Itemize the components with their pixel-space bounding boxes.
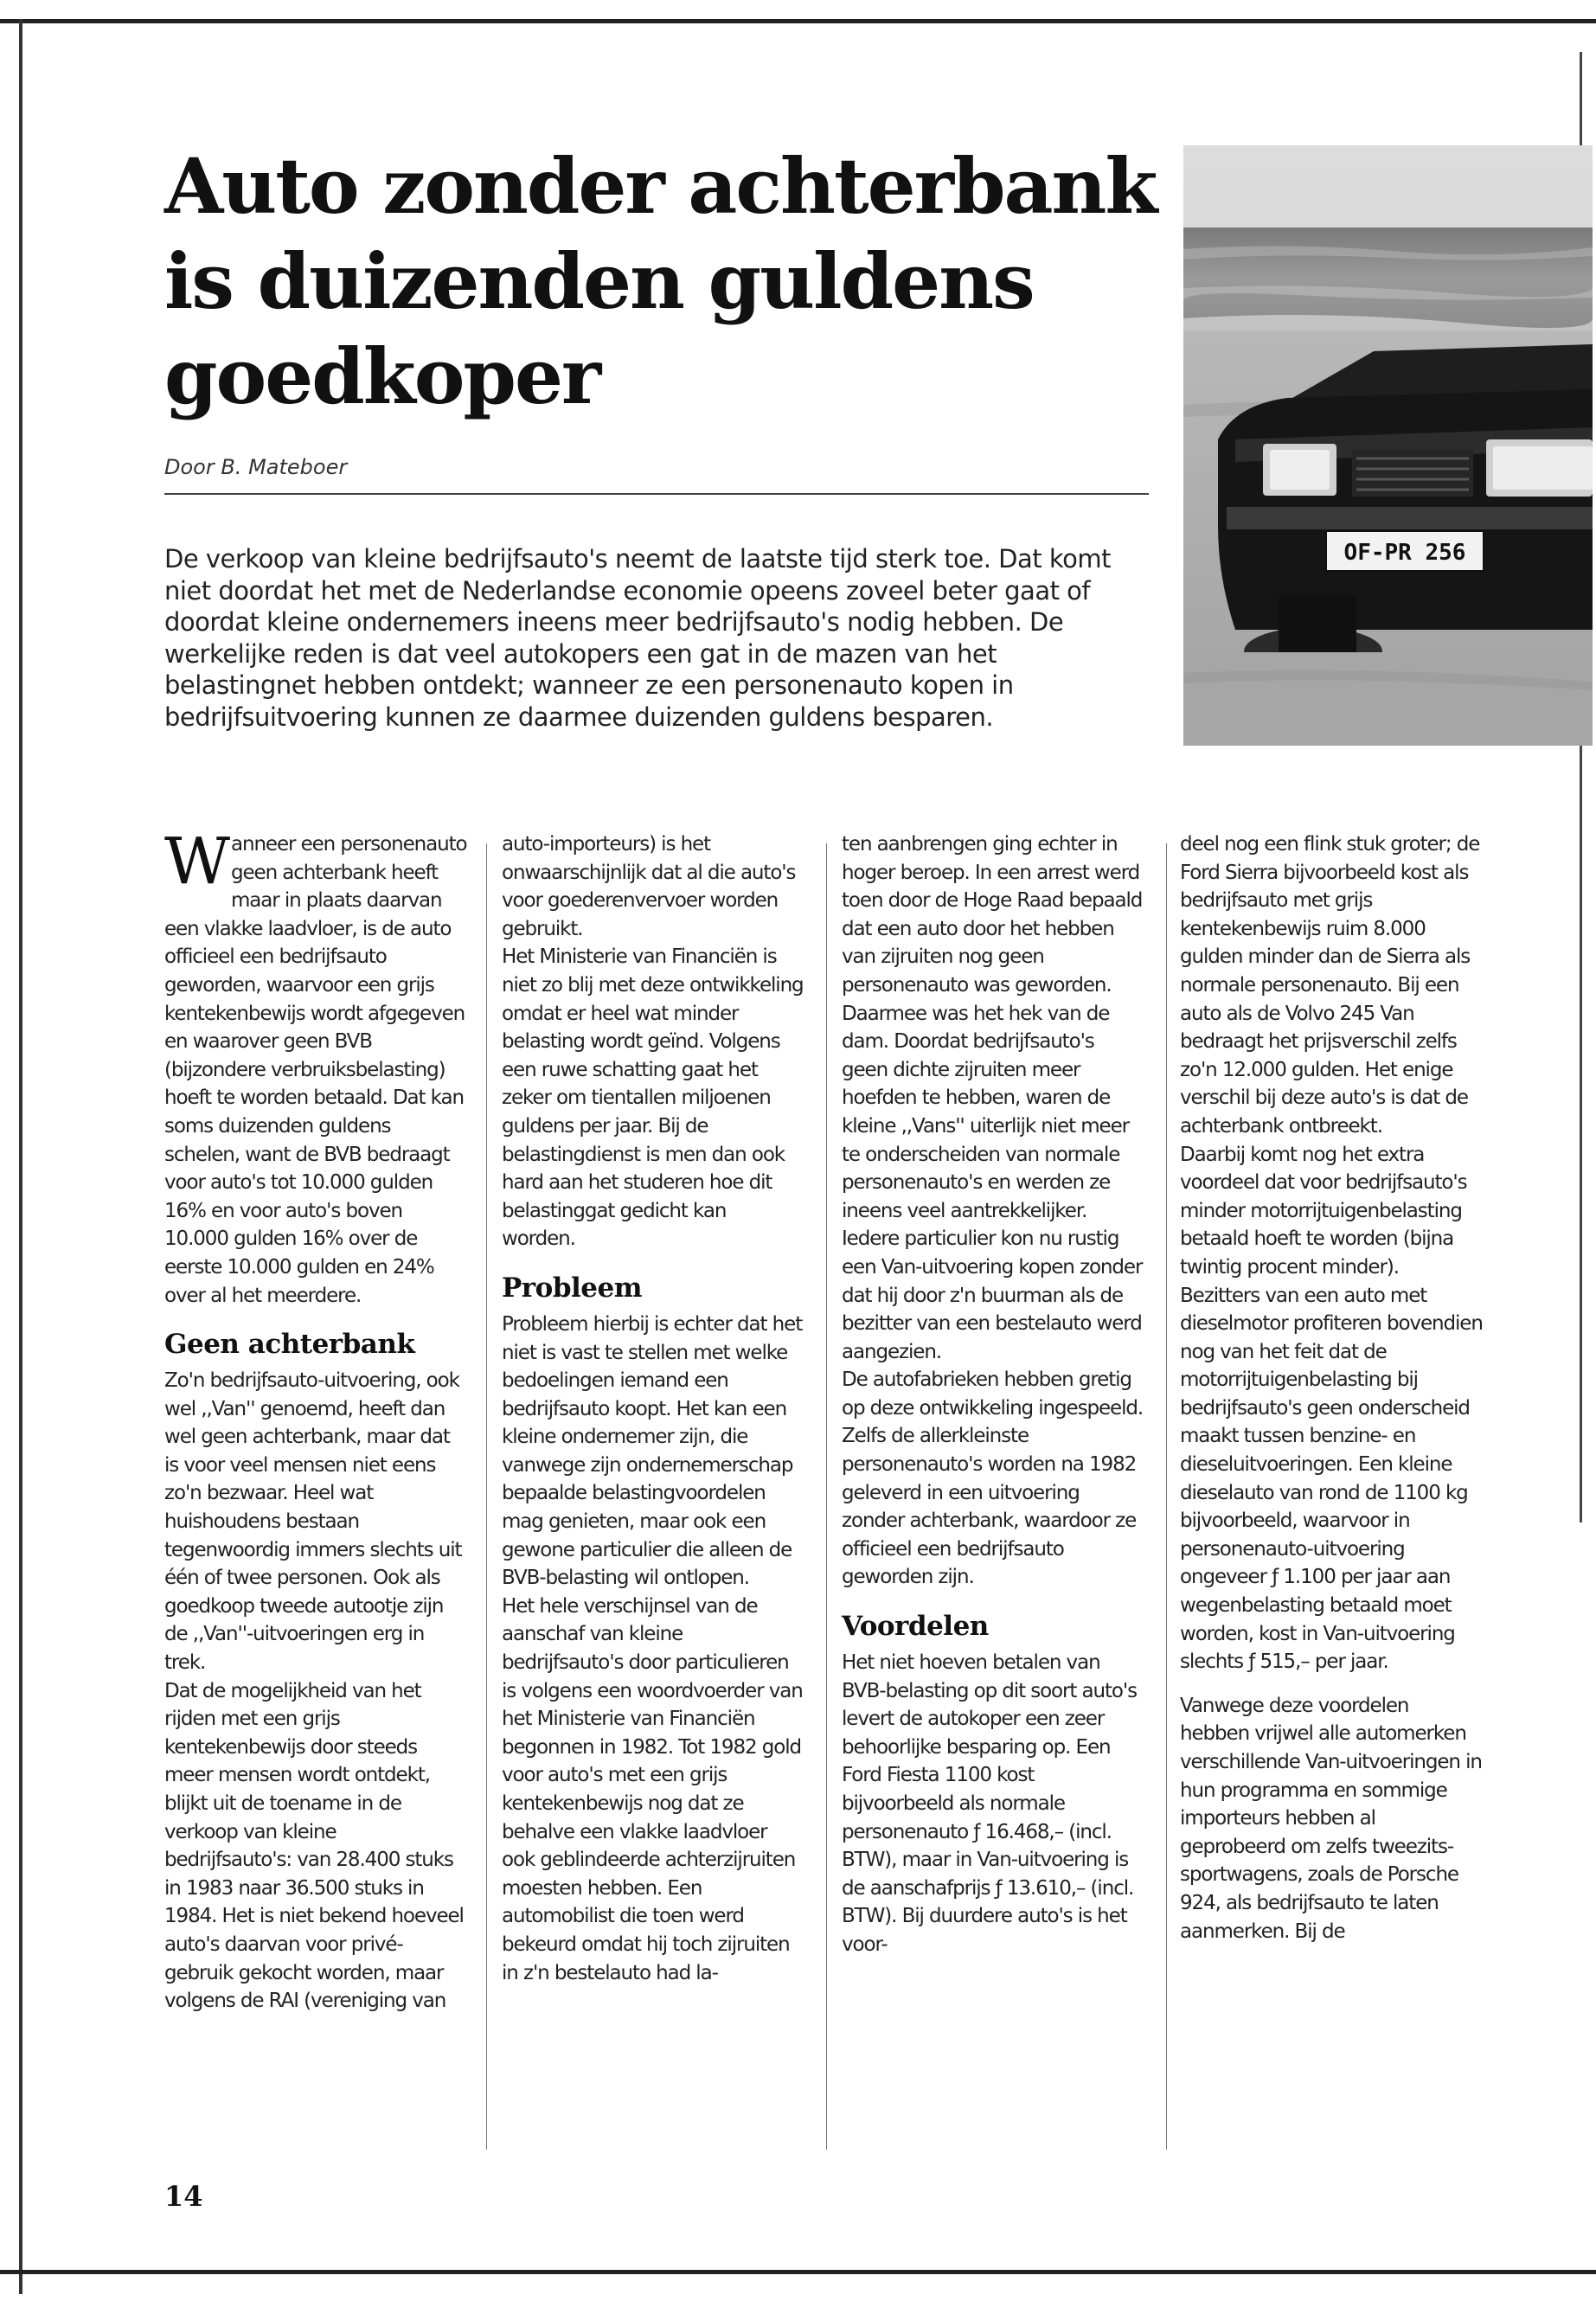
column-divider-3 — [1166, 843, 1167, 2150]
column-2-paragraph-4: Het hele verschijnsel van de aanschaf van kleine bedrijfsauto's door particulieren is volgens een woordvoerder van het Ministerie van Financiën begonnen in 1982. Tot 1982 gold voor auto's met een grijs kentekenbewijs nog dat ze behalve een vlakke laadvloer ook geblindeerde achterzijruiten moesten hebben. Een automobilist die toen werd bekeurd omdat hij toch zijruiten in z'n bestelauto had la- — [502, 1594, 803, 1984]
subheading-geen-achterbank: Geen achterbank — [164, 1329, 415, 1361]
column-2-paragraph-1: auto-importeurs) is het onwaarschijnlijk dat al die auto's voor goederenvervoer worden gebruikt. — [502, 833, 796, 940]
column-1-paragraph-3: Dat de mogelijkheid van het rijden met een grijs kentekenbewijs door steeds meer mensen wordt ontdekt, blijkt uit de toename in de verkoop van kleine bedrijfsauto's: van 28.400 stuks in 1983 naar 36.500 stuks in 1984. Het is niet bekend hoeveel auto's daarvan voor privé-gebruik gekocht worden, maar volgens de RAI (vereniging van — [164, 1679, 464, 2013]
column-1 — [164, 824, 467, 2016]
car-photo — [1183, 145, 1593, 746]
subheading-probleem: Probleem — [502, 1272, 643, 1304]
article-title — [164, 138, 1159, 424]
column-2-paragraph-3: Probleem hierbij is echter dat het niet is vast te stellen met welke bedoelingen iemand een bedrijfsauto koopt. Het kan een kleine ondernemer zijn, die vanwege zijn ondernemerschap bepaalde belastingvoordelen mag genieten, maar ook een gewone particulier die alleen de BVB-belasting wil ontlopen. — [502, 1312, 803, 1590]
column-3 — [842, 830, 1144, 1959]
column-1-paragraph-1-text: anneer een personenauto geen achterbank heeft maar in plaats daarvan een vlakke laadvloer, is de auto officieel een bedrijfsauto geworden, waarvoor een grijs kentekenbewijs wordt afgegeven en waarover geen BVB (bijzondere verbruiksbelasting) hoeft te worden betaald. Dat kan soms duizenden guldens schelen, want de BVB bedraagt voor auto's tot 10.000 gulden 16% en voor auto's boven 10.000 gulden 16% over de eerste 10.000 gulden en 24% over al het meerdere. — [164, 833, 467, 1307]
column-3-paragraph-3: Het niet hoeven betalen van BVB-belasting op dit soort auto's levert de autokoper een zeer behoorlijke besparing op. Een Ford Fiesta 1100 kost bijvoorbeeld als normale personenauto ƒ 16.468,– (incl. BTW), maar in Van-uitvoering is de aanschafprijs ƒ 13.610,– (incl. BTW). Bij duurdere auto's is het voor- — [842, 1651, 1137, 1956]
license-plate: OF-PR 256 — [1343, 540, 1466, 566]
title-line-3: goedkoper — [164, 331, 600, 421]
title-line-2: is duizenden guldens — [164, 236, 1034, 326]
column-1-paragraph-2: Zo'n bedrijfsauto-uitvoering, ook wel ,,Van'' genoemd, heeft dan wel geen achterbank, maar dat is voor veel mensen niet eens zo'n bezwaar. Heel wat huishoudens bestaan tegenwoordig immers slechts uit één of twee personen. Ook als goedkoop tweede autootje zijn de ,,Van''-uitvoeringen erg in trek. — [164, 1369, 462, 1675]
page-border-top — [0, 19, 1596, 23]
column-3-paragraph-2: De autofabrieken hebben gretig op deze ontwikkeling ingespeeld. Zelfs de allerkleinste personenauto's worden na 1982 geleverd in een uitvoering zonder achterbank, waardoor ze officieel een bedrijfsauto geworden zijn. — [842, 1368, 1144, 1589]
column-2 — [502, 830, 804, 1987]
column-4-paragraph-2: Daarbij komt nog het extra voordeel dat voor bedrijfsauto's minder motorrijtuigenbelasting betaald hoeft te worden (bijna twintig procent minder). Bezitters van een auto met dieselmotor profiteren bovendien nog van het feit dat de motorrijtuigenbelasting bij bedrijfsauto's geen onderscheid maakt tussen benzine- en dieseluitvoeringen. Een kleine dieselauto van rond de 1100 kg bijvoorbeeld, waarvoor in personenauto-uitvoering ongeveer ƒ 1.100 per jaar aan wegenbelasting betaald moet worden, kost in Van-uitvoering slechts ƒ 515,– per jaar. — [1180, 1143, 1483, 1674]
byline: Door B. Mateboer — [164, 455, 348, 479]
subheading-voordelen: Voordelen — [842, 1611, 989, 1643]
column-2-paragraph-2: Het Ministerie van Financiën is niet zo blij met deze ontwikkeling omdat er heel wat minder belasting wordt geïnd. Volgens een ruwe schatting gaat het zeker om tientallen miljoenen guldens per jaar. Bij de belastingdienst is men dan ook hard aan het studeren hoe dit belastinggat gedicht kan worden. — [502, 945, 804, 1251]
column-4-paragraph-3: Vanwege deze voordelen hebben vrijwel alle automerken verschillende Van-uitvoeringen in hun programma en sommige importeurs hebben al geprobeerd om zelfs tweezits-sportwagens, zoals de Porsche 924, als bedrijfsauto te laten aanmerken. Bij de — [1180, 1694, 1482, 1943]
title-line-1: Auto zonder achterbank — [164, 141, 1157, 231]
column-3-paragraph-1: ten aanbrengen ging echter in hoger beroep. In een arrest werd toen door de Hoge Raad bepaald dat een auto door het hebben van zijruiten nog geen personenauto was geworden. Daarmee was het hek van de dam. Doordat bedrijfsauto's geen dichte zijruiten meer hoefden te hebben, waren de kleine ,,Vans'' uiterlijk niet meer te onderscheiden van normale personenauto's en werden ze ineens veel aantrekkelijker. Iedere particulier kon nu rustig een Van-uitvoering kopen zonder dat hij door z'n buurman als de bezitter van een bestelauto werd aangezien. — [842, 833, 1143, 1363]
column-4-paragraph-1: deel nog een flink stuk groter; de Ford Sierra bijvoorbeeld kost als bedrijfsauto met grijs kentekenbewijs ruim 8.000 gulden minder dan de Sierra als normale personenauto. Bij een auto als de Volvo 245 Van bedraagt het prijsverschil zelfs zo'n 12.000 gulden. Het enige verschil bij deze auto's is dat de achterbank ontbreekt. — [1180, 833, 1480, 1138]
page-number: 14 — [164, 2180, 203, 2213]
column-divider-2 — [826, 843, 827, 2150]
column-divider-1 — [486, 843, 487, 2150]
page-border-bottom — [0, 2270, 1596, 2274]
column-4 — [1180, 830, 1483, 1945]
lead-paragraph: De verkoop van kleine bedrijfsauto's neemt de laatste tijd sterk toe. Dat komt niet doordat het met de Nederlandse economie opeens zoveel beter gaat of doordat kleine ondernemers ineens meer bedrijfsauto's nodig hebben. De werkelijke reden is dat veel autokopers een gat in de mazen van het belastingnet hebben ontdekt; wanneer ze een personenauto kopen in bedrijfsuitvoering kunnen ze daarmee duizenden guldens besparen. — [164, 544, 1111, 732]
page-border-left — [19, 19, 22, 2294]
column-1-paragraph-1 — [164, 824, 467, 1310]
drop-cap: W — [164, 824, 229, 899]
title-rule — [164, 493, 1149, 495]
